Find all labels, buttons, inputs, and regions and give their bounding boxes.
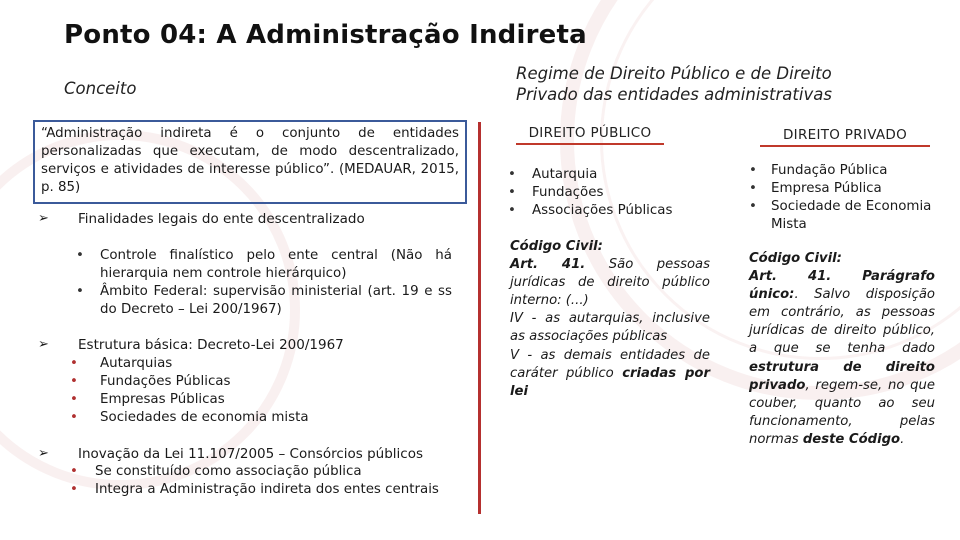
list-item: • Empresa Pública: [749, 181, 882, 196]
bullet-icon: •: [508, 167, 516, 182]
list-item: • Associações Públicas: [508, 203, 673, 218]
estrutura-list: [70, 355, 370, 427]
list-item: • Integra a Administração indireta dos entes centrais: [70, 482, 439, 497]
direito-privado-header: DIREITO PRIVADO: [760, 125, 930, 147]
inovacao-label: Inovação da Lei 11.107/2005 – Consórcios públicos: [78, 446, 424, 462]
publico-list: [508, 166, 708, 220]
column-divider: [478, 122, 481, 514]
inovacao-list: [70, 463, 450, 499]
bullet-icon: •: [76, 248, 84, 263]
codigo-publico-title: Código Civil:: [510, 239, 603, 254]
regime-title: Regime de Direito Público e de Direito Privado das entidades administrativas: [516, 64, 832, 104]
bullet-icon: •: [70, 482, 78, 497]
finalidades-list: [76, 247, 452, 319]
list-item: • Se constituído como associação pública: [70, 464, 362, 479]
bullet-icon: •: [70, 464, 78, 479]
privado-list: [749, 162, 944, 234]
codigo-civil-publico: [510, 238, 710, 401]
list-item: • Autarquias: [70, 356, 173, 371]
bullet-icon: •: [749, 181, 757, 196]
list-item: • Autarquia: [508, 167, 598, 182]
art-41-inciso-iv: IV - as autarquias, inclusive as associações públicas: [510, 311, 710, 345]
list-item: • Sociedades de economia mista: [70, 410, 309, 425]
bullet-icon: •: [508, 203, 516, 218]
codigo-civil-privado: [749, 250, 935, 449]
art-41-inciso-v: V - as demais entidades de caráter público criadas por lei: [510, 347, 710, 399]
list-item: • Empresas Públicas: [70, 392, 225, 407]
definition-box: “Administração indireta é o conjunto de entidades personalizadas que executam, de modo descentralizado, serviços e atividades de interesse público”. (MEDAUAR, 2015, p. 85): [33, 120, 467, 204]
arrow-bullet-icon: ➢: [38, 337, 49, 352]
list-item: • Controle finalístico pelo ente central (Não há hierarquia nem controle hierárquico): [76, 248, 452, 281]
codigo-privado-title: Código Civil:: [749, 251, 842, 266]
slide-title: Ponto 04: A Administração Indireta: [64, 20, 587, 50]
list-item: • Âmbito Federal: supervisão ministerial (art. 19 e ss do Decreto – Lei 200/1967): [76, 284, 452, 317]
bullet-icon: •: [76, 284, 84, 299]
finalidades-label: Finalidades legais do ente descentralizado: [78, 211, 365, 227]
bullet-icon: •: [70, 374, 78, 389]
bullet-icon: •: [749, 199, 757, 214]
list-item: • Fundações Públicas: [70, 374, 231, 389]
list-item: • Fundação Pública: [749, 163, 888, 178]
arrow-bullet-icon: ➢: [38, 446, 49, 461]
art-41-paragrafo-unico: Art. 41. Parágrafo único:. Salvo disposição em contrário, as pessoas jurídicas de direito público, a que se tenha dado estrutura de direito privado, regem-se, no que couber, quanto ao seu funcionamento, pelas normas deste Código.: [749, 269, 935, 447]
bullet-icon: •: [70, 410, 78, 425]
conceito-title: Conceito: [64, 79, 137, 98]
arrow-bullet-icon: ➢: [38, 211, 49, 226]
bullet-icon: •: [70, 356, 78, 371]
direito-publico-header: DIREITO PÚBLICO: [516, 123, 664, 145]
estrutura-label: Estrutura básica: Decreto-Lei 200/1967: [78, 337, 344, 353]
bullet-icon: •: [749, 163, 757, 178]
list-item: • Fundações: [508, 185, 604, 200]
bullet-icon: •: [508, 185, 516, 200]
list-item: • Sociedade de Economia Mista: [749, 199, 932, 232]
bullet-icon: •: [70, 392, 78, 407]
art-41-caput: Art. 41. São pessoas jurídicas de direito público interno: (...): [510, 257, 710, 309]
